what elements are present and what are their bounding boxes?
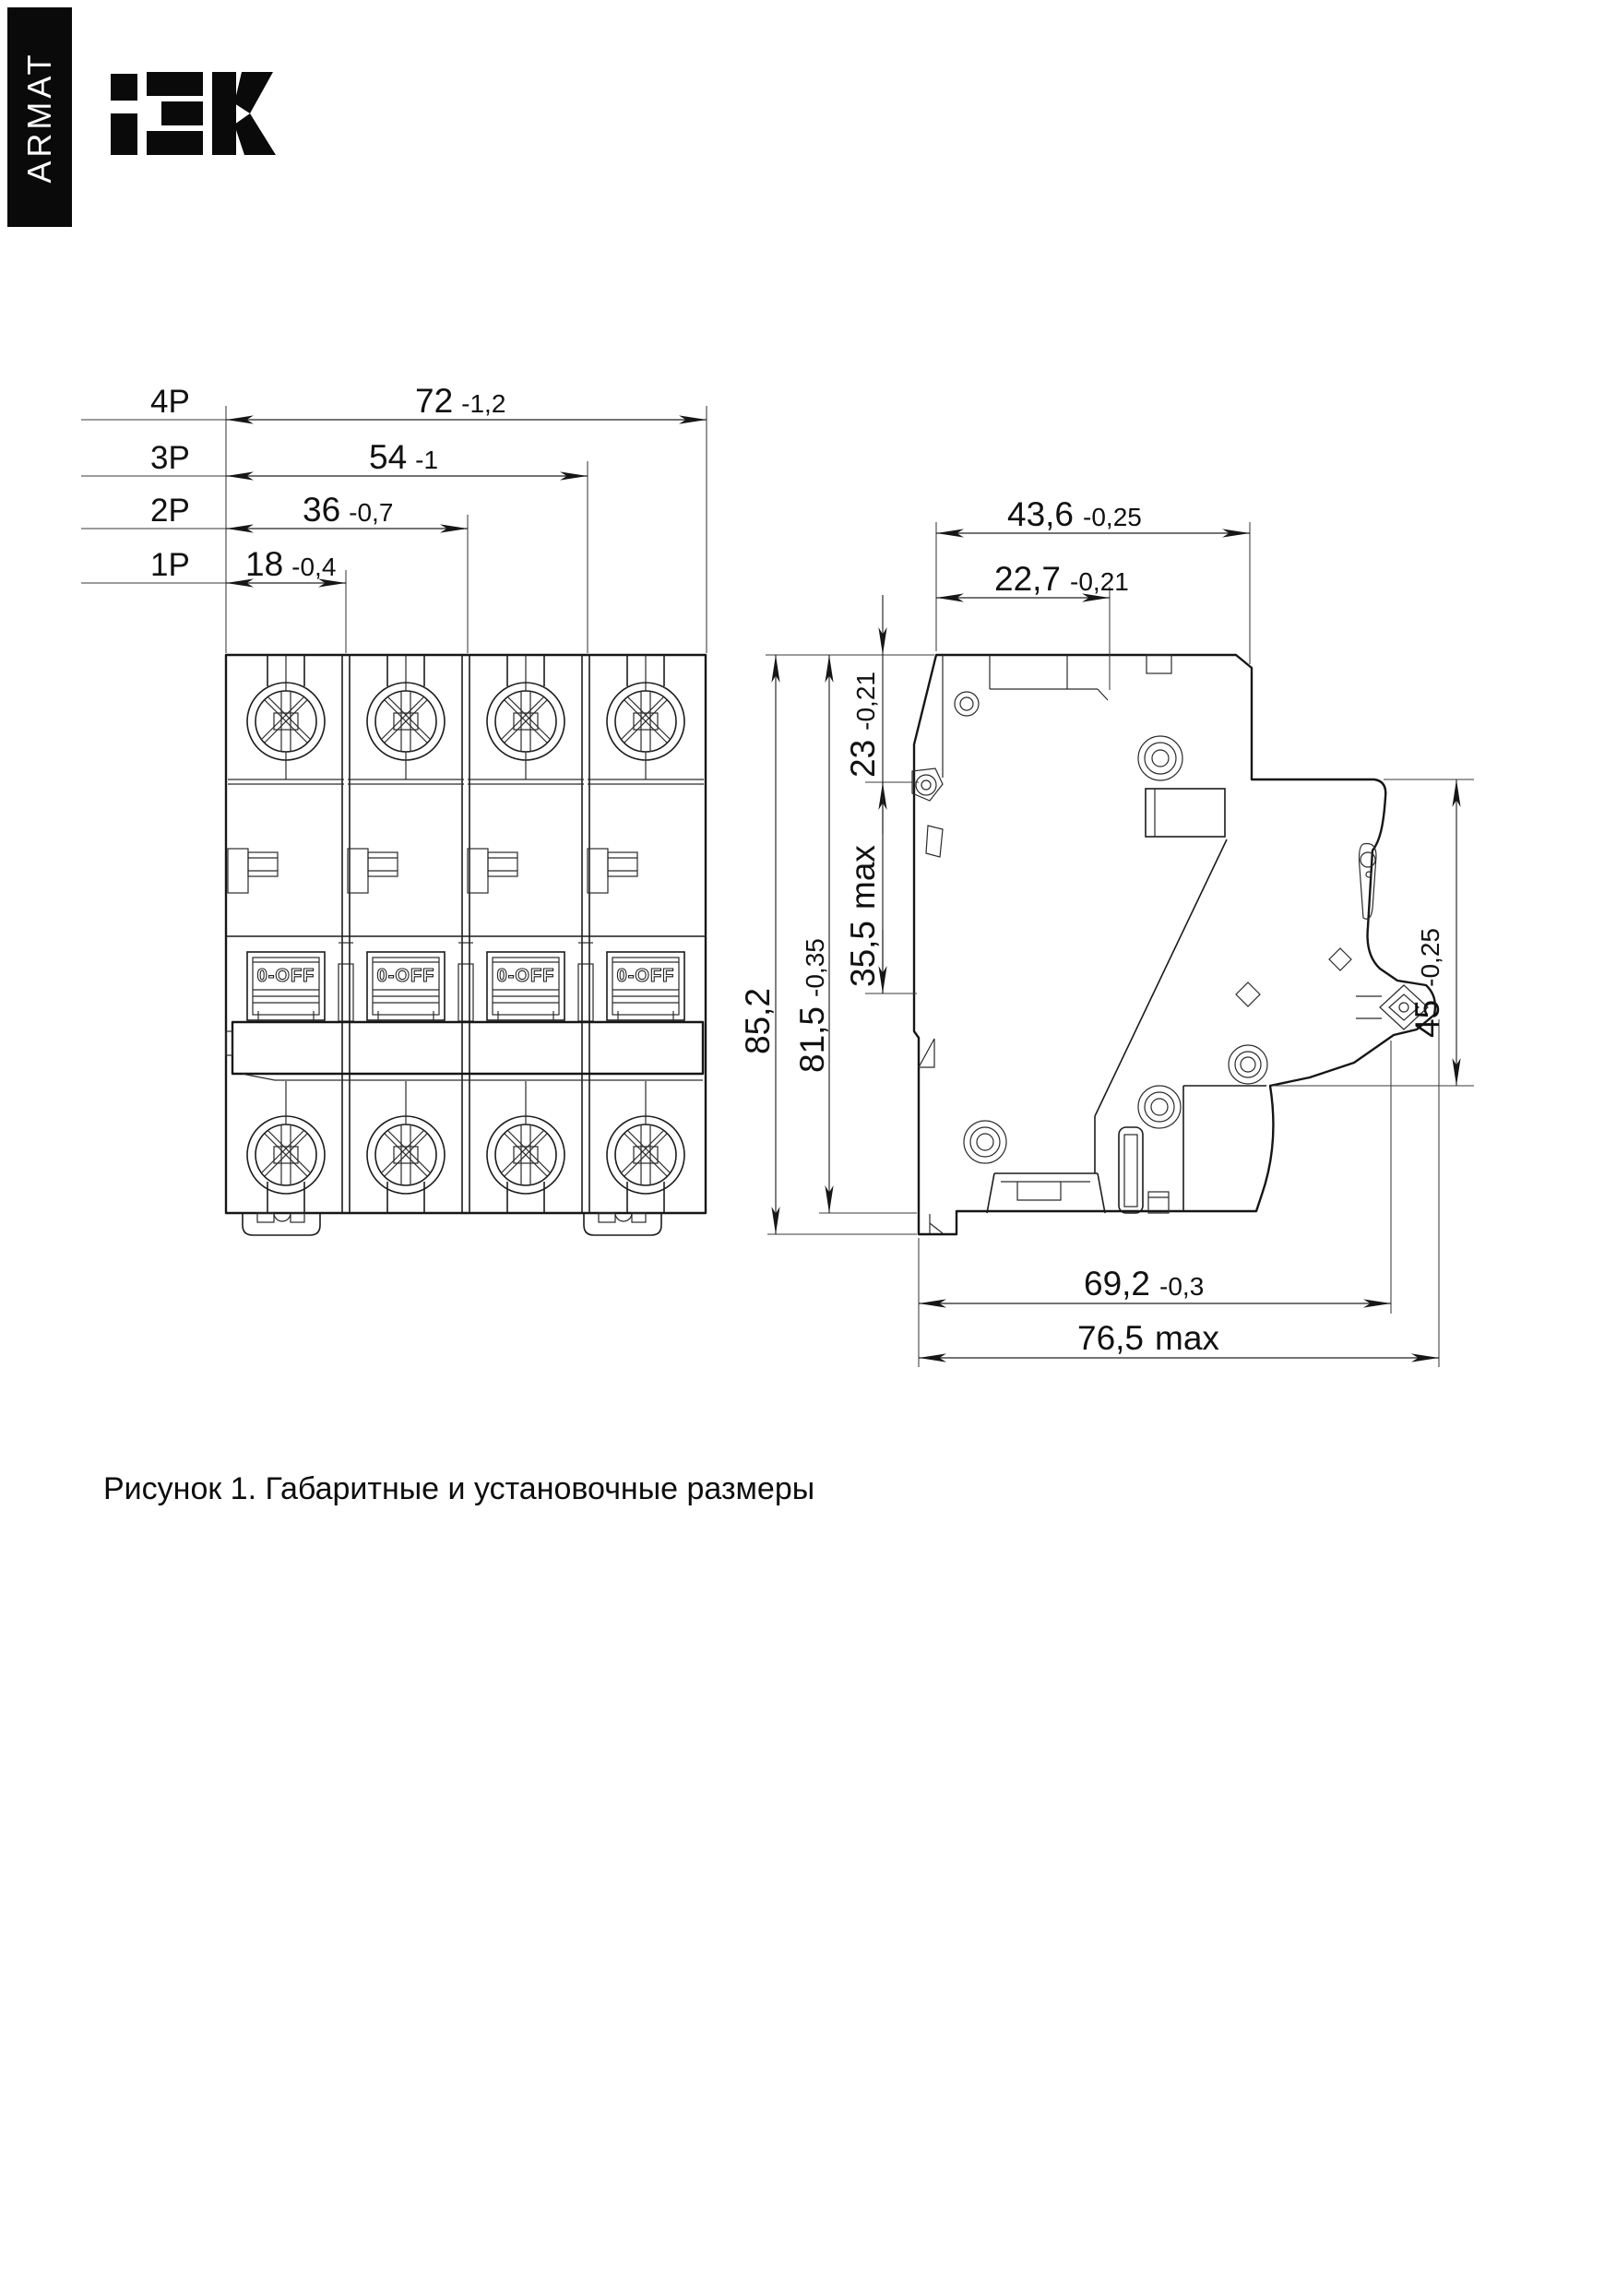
dim-label-2p: 2P xyxy=(150,493,190,529)
dim-bottom-width: 69,2 -0,3 xyxy=(1084,1265,1205,1303)
din-clip-front-right xyxy=(584,1213,661,1235)
dim-top-width: 43,6 -0,25 xyxy=(1007,495,1142,533)
brand-header xyxy=(7,7,276,227)
toggle-label-3: 0-OFF xyxy=(496,966,555,986)
dim-label-1p: 1P xyxy=(150,547,190,583)
iek-logo-icon xyxy=(111,72,276,155)
front-view xyxy=(81,382,707,1235)
toggle-tie-bar xyxy=(226,1022,703,1080)
dim-body-height: 81,5-0,35 xyxy=(793,938,831,1073)
dim-label-3p: 3P xyxy=(150,440,190,476)
dim-max-width: 76,5 max xyxy=(1077,1319,1219,1357)
dim-label-4p: 4P xyxy=(150,384,190,420)
front-body-outline xyxy=(226,655,706,1213)
toggle-label-4: 0-OFF xyxy=(616,966,675,986)
dim-front-width: 22,7 -0,21 xyxy=(994,560,1129,598)
dim-din-height: 45-0,25 xyxy=(1408,928,1446,1038)
dim-upper-depth: 23-0,21 xyxy=(844,672,882,778)
dim-1p-value: 18 -0,4 xyxy=(245,545,337,583)
dim-mid-depth: 35,5max xyxy=(844,845,882,987)
dim-3p-value: 54 -1 xyxy=(369,438,439,476)
front-dimensions xyxy=(81,382,707,653)
dim-2p-value: 36 -0,7 xyxy=(303,491,394,529)
side-view xyxy=(739,495,1474,1367)
side-dimensions xyxy=(739,495,1474,1367)
dim-4p-value: 72 -1,2 xyxy=(415,382,506,420)
armat-vertical-label: ARMAT xyxy=(20,51,58,184)
toggle-label-2: 0-OFF xyxy=(376,966,435,986)
dim-total-height: 85,2 xyxy=(739,987,777,1054)
toggle-label-1: 0-OFF xyxy=(256,966,315,986)
din-clip-front-left xyxy=(243,1213,320,1235)
figure-caption: Рисунок 1. Габаритные и установочные размеры xyxy=(103,1471,815,1506)
